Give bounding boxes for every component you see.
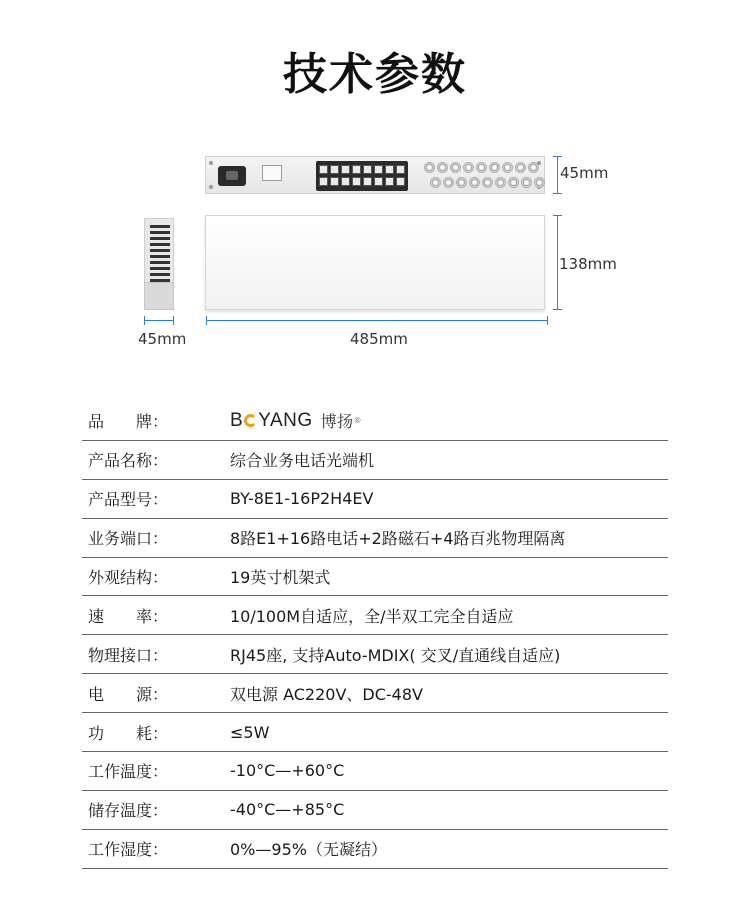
dimension-tick [553, 215, 562, 216]
spec-row [82, 830, 668, 869]
dimension-tick [553, 309, 562, 310]
registered-mark: ® [354, 416, 362, 426]
rj45-port-icon [374, 177, 383, 186]
bnc-connector-icon [502, 162, 513, 173]
spec-label: 外观结构： [88, 568, 169, 587]
bnc-connector-icon [430, 177, 441, 188]
rj45-port-icon [341, 165, 350, 174]
vent-slot [150, 261, 170, 264]
brand-name-cn: 博扬 [320, 414, 354, 432]
bnc-connector-icon [489, 162, 500, 173]
height-dimension-label: 45mm [560, 164, 609, 182]
spec-row [82, 674, 668, 713]
bnc-connector-icon [534, 177, 545, 188]
bnc-connector-icon [463, 162, 474, 173]
dimension-tick [547, 316, 548, 325]
width-dimension-line [206, 320, 548, 321]
spec-label: 速 率： [88, 606, 169, 626]
bnc-connector-icon [450, 162, 461, 173]
spec-row [82, 402, 668, 441]
rj45-port-icon [363, 177, 372, 186]
spec-row [82, 441, 668, 480]
spec-row [82, 480, 668, 519]
bnc-connector-icon [508, 177, 519, 188]
spec-value: 0%—95%（无凝结） [230, 840, 387, 860]
rj45-port-icon [385, 177, 394, 186]
brand-logo-start: B [230, 409, 244, 431]
vent-slot [150, 273, 170, 276]
spec-row [82, 713, 668, 752]
side-width-dimension-label: 45mm [138, 330, 187, 348]
rj45-port-icon [330, 177, 339, 186]
spec-value: -10°C—+60°C [230, 761, 345, 781]
width-dimension-label: 485mm [350, 330, 408, 348]
power-socket-icon [218, 166, 246, 186]
dimension-tick [553, 156, 562, 157]
rj45-port-icon [341, 177, 350, 186]
dimension-tick [144, 316, 145, 325]
rj45-port-block [316, 161, 408, 191]
spec-label: 产品名称： [88, 451, 169, 471]
rj45-port-icon [330, 165, 339, 174]
spec-row [82, 596, 668, 635]
depth-dimension-label: 138mm [559, 255, 617, 273]
bnc-connector-icon [482, 177, 493, 188]
spec-row [82, 558, 668, 597]
spec-value: BY-8E1-16P2H4EV [230, 489, 374, 509]
vent-slot [150, 225, 170, 228]
spec-value: 8路E1+16路电话+2路磁石+4路百兆物理隔离 [230, 529, 566, 549]
dimension-tick [553, 193, 562, 194]
rj45-port-icon [396, 177, 405, 186]
rj45-port-icon [352, 177, 361, 186]
spec-label: 业务端口： [88, 529, 169, 549]
spec-value: 综合业务电话光端机 [230, 451, 375, 471]
rj45-port-icon [319, 177, 328, 186]
bnc-connector-icon [437, 162, 448, 173]
spec-label: 产品型号： [88, 490, 169, 510]
depth-dimension-line [557, 215, 558, 310]
power-switch-icon [262, 165, 282, 181]
rj45-port-icon [396, 165, 405, 174]
spec-label: 物理接口： [88, 645, 169, 665]
rj45-port-icon [319, 165, 328, 174]
spec-value: RJ45座, 支持Auto-MDIX( 交叉/直通线自适应) [230, 645, 561, 665]
bnc-connector-icon [469, 177, 480, 188]
page-title: 技术参数 [283, 49, 467, 100]
bnc-connector-icon [424, 162, 435, 173]
spec-label: 储存温度： [88, 801, 169, 821]
spec-row [82, 635, 668, 674]
device-front-panel [205, 156, 545, 194]
spec-row [82, 519, 668, 558]
bnc-connector-icon [528, 162, 539, 173]
bnc-connector-icon [456, 177, 467, 188]
device-top-view [205, 215, 545, 310]
vent-slot [150, 231, 170, 234]
spec-label: 工作湿度： [88, 840, 169, 860]
spec-label: 电 源： [88, 684, 169, 704]
dimension-tick [206, 316, 207, 325]
spec-label: 品 牌： [88, 412, 169, 432]
screw-hole [209, 161, 213, 165]
screw-hole [209, 185, 213, 189]
vent-slot [150, 243, 170, 246]
spec-value: ≤5W [230, 722, 270, 742]
bnc-connector-icon [515, 162, 526, 173]
spec-table [82, 402, 668, 869]
mounting-bracket [144, 282, 174, 310]
spec-value [230, 409, 668, 432]
rj45-port-icon [363, 165, 372, 174]
spec-row [82, 791, 668, 830]
spec-row [82, 752, 668, 791]
rj45-port-icon [352, 165, 361, 174]
bnc-connector-icon [443, 177, 454, 188]
brand-logo-dot-icon [244, 414, 257, 427]
vent-slot [150, 249, 170, 252]
spec-value: 19英寸机架式 [230, 568, 331, 587]
spec-label: 功 耗： [88, 723, 169, 743]
bnc-connector-icon [495, 177, 506, 188]
spec-value: 双电源 AC220V、DC-48V [230, 684, 423, 704]
spec-label: 工作温度： [88, 762, 169, 782]
vent-slot [150, 267, 170, 270]
rj45-port-icon [374, 165, 383, 174]
height-dimension-line [557, 156, 558, 194]
vent-slot [150, 255, 170, 258]
rj45-port-icon [385, 165, 394, 174]
brand-logo [230, 409, 668, 432]
brand-logo-end: YANG [258, 409, 313, 431]
bnc-connector-icon [521, 177, 532, 188]
side-width-dimension-line [144, 320, 174, 321]
vent-slot [150, 237, 170, 240]
spec-value: 10/100M自适应，全/半双工完全自适应 [230, 606, 514, 626]
bnc-connector-icon [476, 162, 487, 173]
dimension-tick [173, 316, 174, 325]
spec-value: -40°C—+85°C [230, 800, 345, 820]
